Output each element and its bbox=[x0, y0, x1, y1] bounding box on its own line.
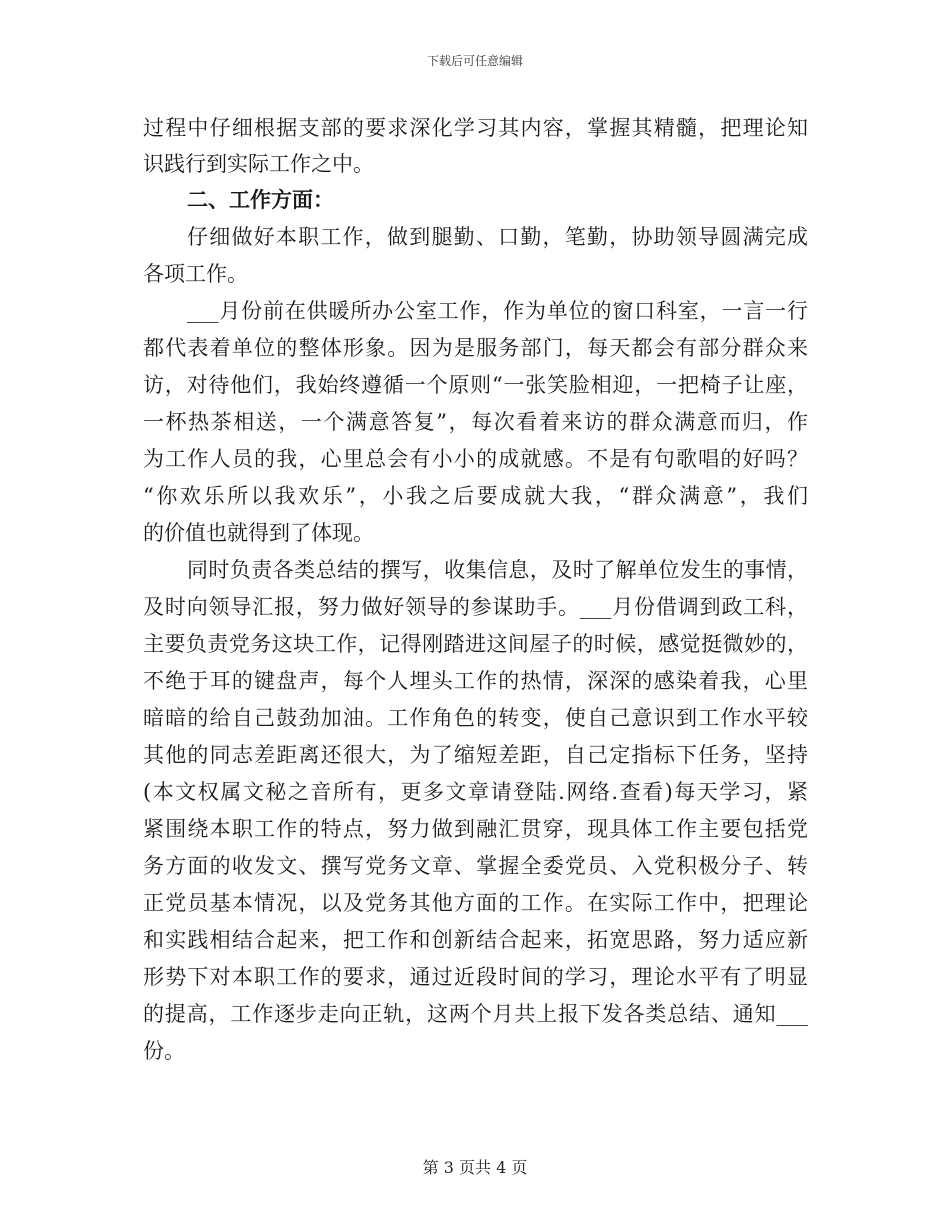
paragraph-line: 各项工作。 bbox=[143, 262, 248, 286]
paragraph-line: 都代表着单位的整体形象。因为是服务部门，每天都会有部分群众来 bbox=[143, 336, 808, 360]
paragraph-line: 正党员基本情况，以及党务其他方面的工作。在实际工作中，把理论 bbox=[143, 891, 808, 915]
paragraph-line: 及时向领导汇报，努力做好领导的参谋助手。___月份借调到政工科， bbox=[143, 595, 808, 619]
paragraph-line: 份。 bbox=[143, 1039, 185, 1063]
paragraph-line: 主要负责党务这块工作，记得刚踏进这间屋子的时候，感觉挺微妙的， bbox=[143, 632, 808, 656]
paragraph-line: 紧围绕本职工作的特点，努力做到融汇贯穿，现具体工作主要包括党 bbox=[143, 817, 808, 841]
paragraph-line: 仔细做好本职工作，做到腿勤、口勤，笔勤，协助领导圆满完成 bbox=[187, 225, 808, 249]
paragraph-line: 不绝于耳的键盘声，每个人埋头工作的热情，深深的感染着我，心里 bbox=[143, 669, 808, 693]
paragraph-line: 其他的同志差距离还很大，为了缩短差距，自己定指标下任务，坚持 bbox=[143, 743, 808, 767]
paragraph-line: 识践行到实际工作之中。 bbox=[143, 152, 374, 176]
paragraph-line: 为工作人员的我，心里总会有小小的成就感。不是有句歌唱的好吗？ bbox=[143, 447, 808, 471]
page-header: 下载后可任意编辑 bbox=[426, 54, 523, 68]
section-heading: 二、工作方面： bbox=[187, 187, 334, 212]
paragraph-line: 和实践相结合起来，把工作和创新结合起来，拓宽思路，努力适应新 bbox=[143, 928, 808, 952]
paragraph-line: 同时负责各类总结的撰写，收集信息，及时了解单位发生的事情， bbox=[187, 558, 808, 582]
paragraph-line: 访，对待他们，我始终遵循一个原则“一张笑脸相迎，一把椅子让座， bbox=[143, 373, 808, 397]
paragraph-line: (本文权属文秘之音所有，更多文章请登陆.网络.查看)每天学习，紧 bbox=[143, 780, 808, 804]
paragraph-line: 的价值也就得到了体现。 bbox=[143, 521, 374, 545]
paragraph-line: 过程中仔细根据支部的要求深化学习其内容，掌握其精髓，把理论知 bbox=[143, 116, 808, 140]
paragraph-line: “你欢乐所以我欢乐”，小我之后要成就大我，“群众满意”，我们 bbox=[143, 484, 808, 508]
paragraph-line: 形势下对本职工作的要求，通过近段时间的学习，理论水平有了明显 bbox=[143, 965, 808, 989]
paragraph-line: 暗暗的给自己鼓劲加油。工作角色的转变，使自己意识到工作水平较 bbox=[143, 706, 808, 730]
paragraph-line: ___月份前在供暖所办公室工作，作为单位的窗口科室，一言一行 bbox=[187, 299, 808, 323]
paragraph-line: 的提高，工作逐步走向正轨，这两个月共上报下发各类总结、通知___ bbox=[143, 1002, 808, 1026]
paragraph-line: 一杯热茶相送，一个满意答复”，每次看着来访的群众满意而归，作 bbox=[143, 410, 808, 434]
page-number: 第 3 页共 4 页 bbox=[422, 1158, 528, 1177]
paragraph-line: 务方面的收发文、撰写党务文章、掌握全委党员、入党积极分子、转 bbox=[143, 854, 808, 878]
